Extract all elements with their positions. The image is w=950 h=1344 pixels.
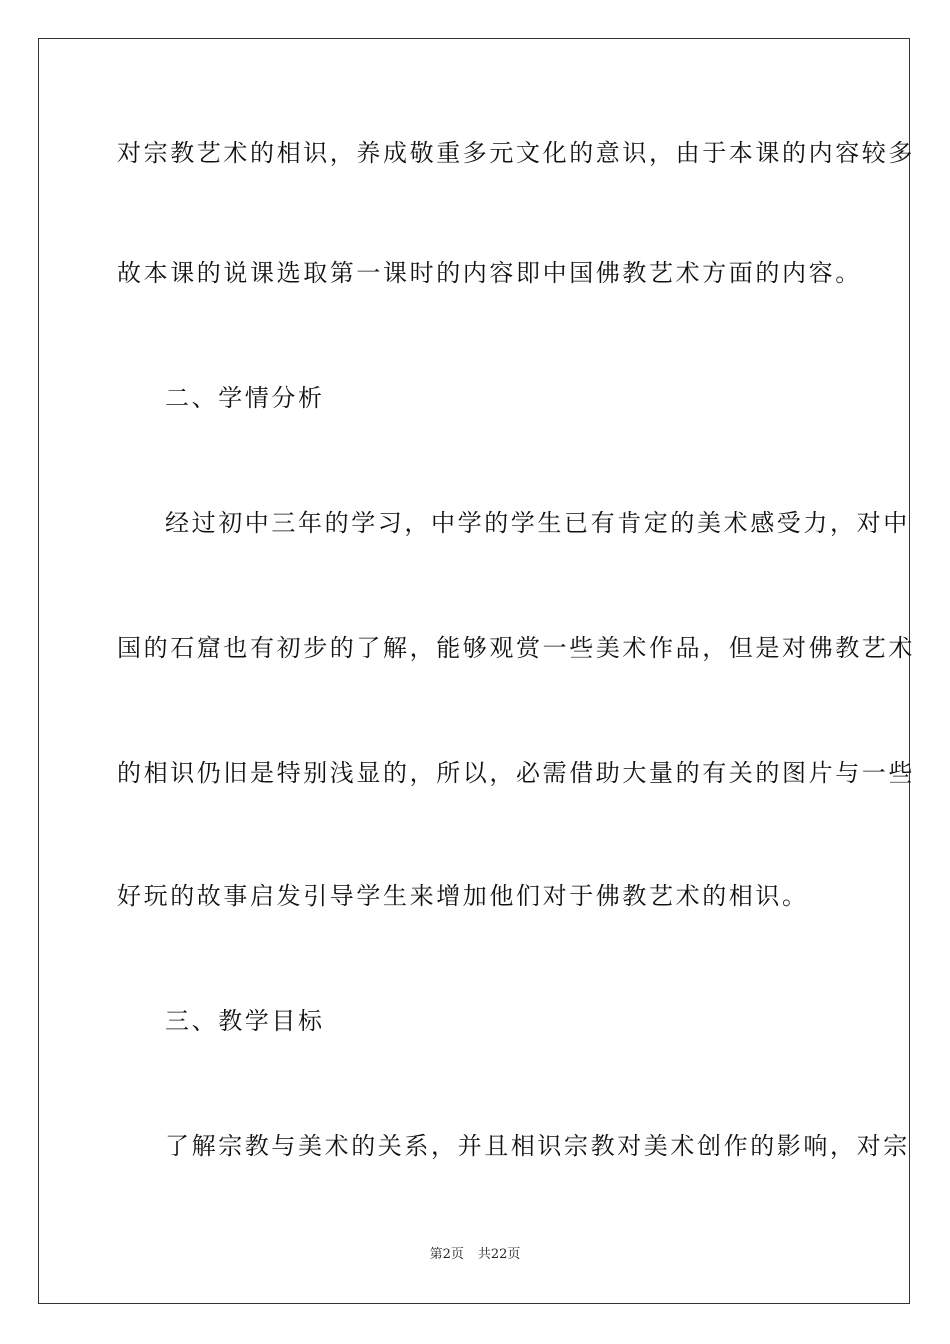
- page-number: 第2页: [429, 1247, 464, 1262]
- paragraph-line: 故本课的说课选取第一课时的内容即中国佛教艺术方面的内容。: [117, 259, 862, 287]
- paragraph-line: 经过初中三年的学习，中学的学生已有肯定的美术感受力，对中: [165, 509, 910, 537]
- paragraph-line: 了解宗教与美术的关系，并且相识宗教对美术创作的影响，对宗: [165, 1132, 910, 1160]
- section-heading: 三、教学目标: [165, 1007, 325, 1035]
- page-total: 共22页: [477, 1247, 521, 1262]
- section-heading: 二、学情分析: [165, 384, 325, 412]
- paragraph-line: 国的石窟也有初步的了解，能够观赏一些美术作品，但是对佛教艺术: [117, 634, 915, 662]
- paragraph-line: 对宗教艺术的相识，养成敬重多元文化的意识，由于本课的内容较多: [117, 139, 915, 167]
- page-border: [38, 38, 915, 1304]
- paragraph-line: 的相识仍旧是特别浅显的，所以，必需借助大量的有关的图片与一些: [117, 759, 915, 787]
- page-footer: [0, 1247, 950, 1263]
- paragraph-line: 好玩的故事启发引导学生来增加他们对于佛教艺术的相识。: [117, 882, 809, 910]
